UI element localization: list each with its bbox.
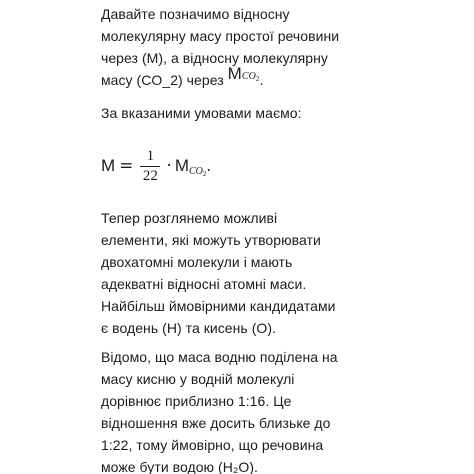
period: .: [206, 156, 212, 175]
text-line: дорівнює приблизно 1:16. Це: [101, 393, 292, 409]
text-line: Тепер розглянемо можливі: [101, 210, 278, 226]
text-line: Давайте позначимо відносну: [101, 6, 290, 22]
paragraph-conditions: [101, 102, 371, 124]
formula-lhs: M: [101, 156, 116, 175]
formula-block: [101, 146, 211, 186]
inline-math-mco2: [228, 64, 260, 83]
fraction-numerator: 1: [146, 147, 155, 164]
text-line: може бути водою (H₂O).: [101, 459, 258, 474]
text-line: адекватні відносні атомні маси.: [101, 276, 307, 292]
formula-subscript: [189, 166, 206, 177]
text-line: Відомо, що маса водню поділена на: [101, 349, 338, 365]
paragraph-intro: [101, 3, 371, 94]
fraction-bar: [140, 166, 160, 167]
paragraph-candidates: [101, 207, 371, 339]
multiply-dot: ·: [166, 156, 172, 176]
equals-sign: =: [119, 156, 134, 176]
subscript-2: 2: [255, 75, 260, 83]
math-subscript: [242, 71, 260, 82]
text-line: 1:22, тому ймовірно, що речовина: [101, 437, 324, 453]
text-line: через (М), а відносну молекулярну: [101, 50, 328, 66]
text-line: Найбільш ймовірними кандидатами: [101, 298, 336, 314]
subscript-co: CO: [189, 165, 203, 177]
period: .: [259, 72, 264, 88]
text-line: відношення вже досить близьке до: [101, 415, 331, 431]
text-line: двохатомні молекули і мають: [101, 254, 293, 270]
text-line: масу кисню у водній молекулі: [101, 371, 295, 387]
text-line: молекулярну масу простої речовини: [101, 28, 340, 44]
text-line: За вказаними умовами маємо:: [101, 105, 302, 121]
subscript-2: 2: [202, 169, 207, 178]
text-line: елементи, які можуть утворювати: [101, 232, 321, 248]
math-m-symbol: M: [227, 64, 242, 83]
paragraph-conclusion: [101, 346, 371, 474]
fraction-denominator: 22: [142, 167, 158, 184]
subscript-co: CO: [241, 71, 256, 82]
text-line: масу (CO_2) через: [101, 72, 224, 88]
fraction: [140, 148, 160, 185]
formula-m-symbol: M: [174, 156, 189, 175]
text-line: є водень (H) та кисень (O).: [101, 320, 277, 336]
